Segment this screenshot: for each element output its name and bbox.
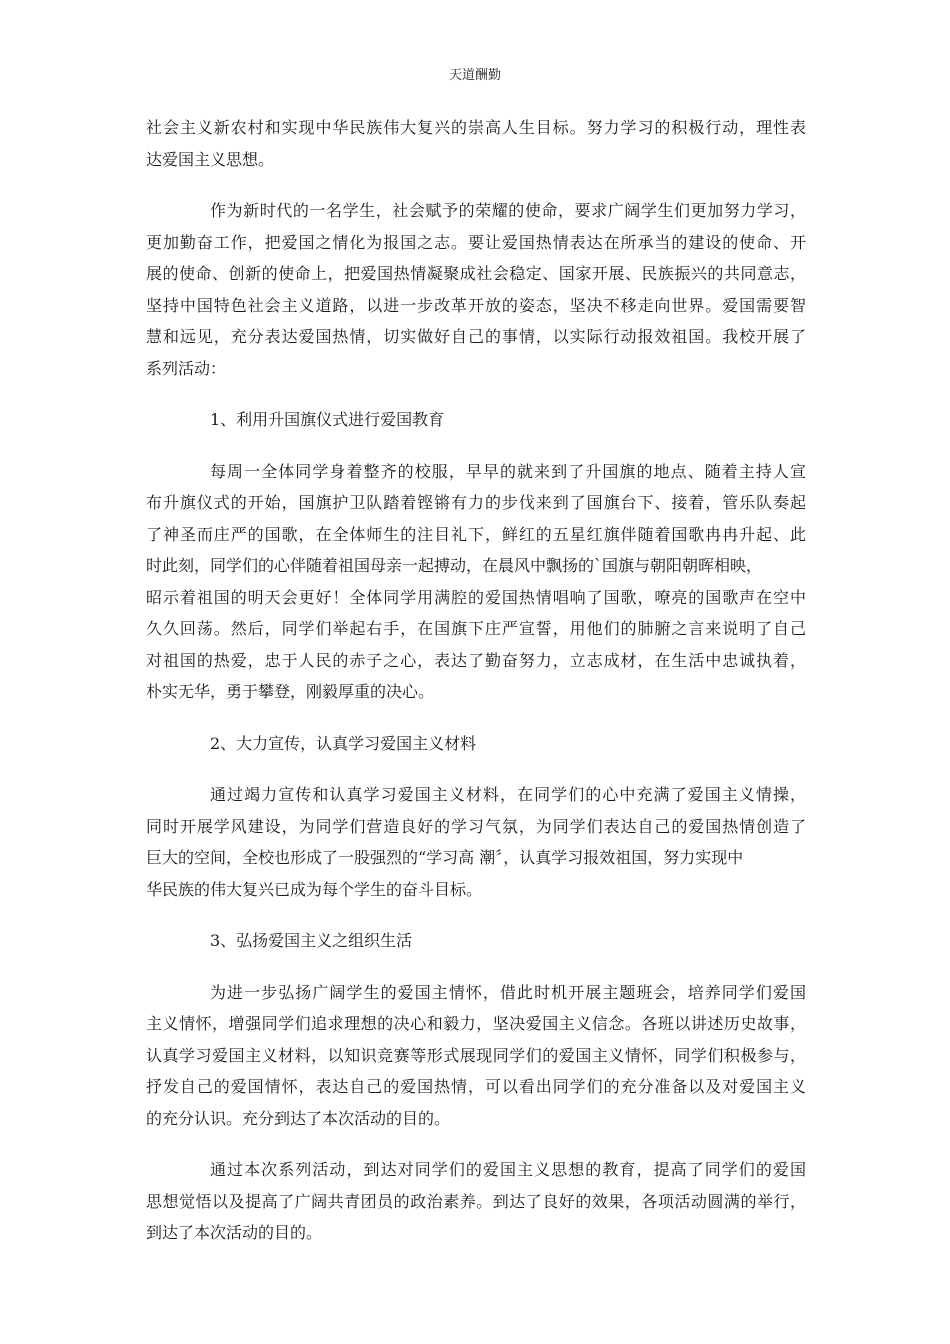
text-line: 更加勤奋工作，把爱国之情化为报国之志。要让爱国热情表达在所承当的建设的使命、开	[146, 232, 806, 252]
paragraph	[146, 1154, 806, 1249]
text-line: 了神圣而庄严的国歌，在全体师生的注目礼下，鲜红的五星红旗伴随着国歌冉冉升起、此	[146, 524, 806, 544]
text-line: 昭示着祖国的明天会更好！全体同学用满腔的爱国热情唱响了国歌，嘹亮的国歌声在空中	[146, 587, 806, 607]
text-line: 系列活动：	[146, 358, 227, 378]
heading-text: 1、利用升国旗仪式进行爱国教育	[210, 410, 445, 429]
text-line: 巨大的空间，全校也形成了一股强烈的“学习高 潮〞，认真学习报效祖国，努力实现中	[146, 848, 744, 867]
paragraph	[146, 977, 806, 1135]
text-line: 朴实无华，勇于攀登，刚毅厚重的决心。	[146, 682, 435, 701]
text-line: 达爱国主义思想。	[146, 149, 275, 169]
paragraph	[146, 456, 806, 708]
text-line: 对祖国的热爱，忠于人民的赤子之心，表达了勤奋努力，立志成材，在生活中忠诚执着，	[146, 650, 806, 670]
page-header: 天道酬勤	[448, 68, 501, 83]
text-line: 为进一步弘扬广阔学生的爱国主情怀，借此时机开展主题班会，培养同学们爱国	[210, 982, 806, 1002]
text-line: 抒发自己的爱国情怀，表达自己的爱国热情，可以看出同学们的充分准备以及对爱国主义	[146, 1077, 806, 1096]
section-heading	[146, 728, 806, 760]
text-line: 作为新时代的一名学生，社会赋予的荣耀的使命，要求广阔学生们更加努力学习，	[210, 201, 806, 220]
text-line: 慧和远见，充分表达爱国热情，切实做好自己的事情，以实际行动报效祖国。我校开展了	[146, 327, 806, 346]
text-line: 主义情怀，增强同学们追求理想的决心和毅力，坚决爱国主义信念。各班以讲述历史故事，	[146, 1014, 806, 1033]
text-line: 通过竭力宣传和认真学习爱国主义材料，在同学们的心中充满了爱国主义情操，	[210, 785, 806, 804]
text-line: 坚持中国特色社会主义道路，以进一步改革开放的姿态，坚决不移走向世界。爱国需要智	[146, 295, 806, 315]
text-line: 同时开展学风建设，为同学们营造良好的学习气氛，为同学们表达自己的爱国热情创造了	[146, 816, 806, 836]
text-line: 布升旗仪式的开始，国旗护卫队踏着铿锵有力的步伐来到了国旗台下、接着，管乐队奏起	[146, 493, 806, 512]
text-line: 社会主义新农村和实现中华民族伟大复兴的崇高人生目标。努力学习的积极行动，理性表	[146, 118, 806, 137]
text-line: 展的使命、创新的使命上，把爱国热情凝聚成社会稳定、国家开展、民族振兴的共同意志，	[146, 264, 806, 283]
paragraph	[146, 112, 806, 175]
text-line: 每周一全体同学身着整齐的校服，早早的就来到了升国旗的地点、随着主持人宣	[210, 461, 806, 481]
paragraph	[146, 779, 806, 905]
text-line: 认真学习爱国主义材料，以知识竞赛等形式展现同学们的爱国主义情怀，同学们积极参与，	[146, 1045, 806, 1065]
section-heading	[146, 925, 806, 957]
text-line: 思想觉悟以及提高了广阔共青团员的政治素养。到达了良好的效果，各项活动圆满的举行，	[146, 1191, 806, 1211]
text-line: 时此刻，同学们的心伴随着祖国母亲一起搏动，在晨风中飘扬的`国旗与朝阳朝晖相映，	[146, 556, 763, 575]
text-line: 到达了本次活动的目的。	[146, 1223, 323, 1242]
document-body	[146, 112, 806, 1249]
text-line: 的充分认识。充分到达了本次活动的目的。	[146, 1108, 451, 1128]
heading-text: 3、弘扬爱国主义之组织生活	[210, 931, 413, 950]
text-line: 华民族的伟大复兴已成为每个学生的奋斗目标。	[146, 879, 483, 899]
text-line: 久久回荡。然后，同学们举起右手，在国旗下庄严宣誓，用他们的肺腑之言来说明了自己	[146, 619, 806, 638]
section-heading	[146, 404, 806, 436]
paragraph	[146, 195, 806, 384]
text-line: 通过本次系列活动，到达对同学们的爱国主义思想的教育，提高了同学们的爱国	[210, 1160, 806, 1179]
heading-text: 2、大力宣传，认真学习爱国主义材料	[210, 733, 477, 753]
